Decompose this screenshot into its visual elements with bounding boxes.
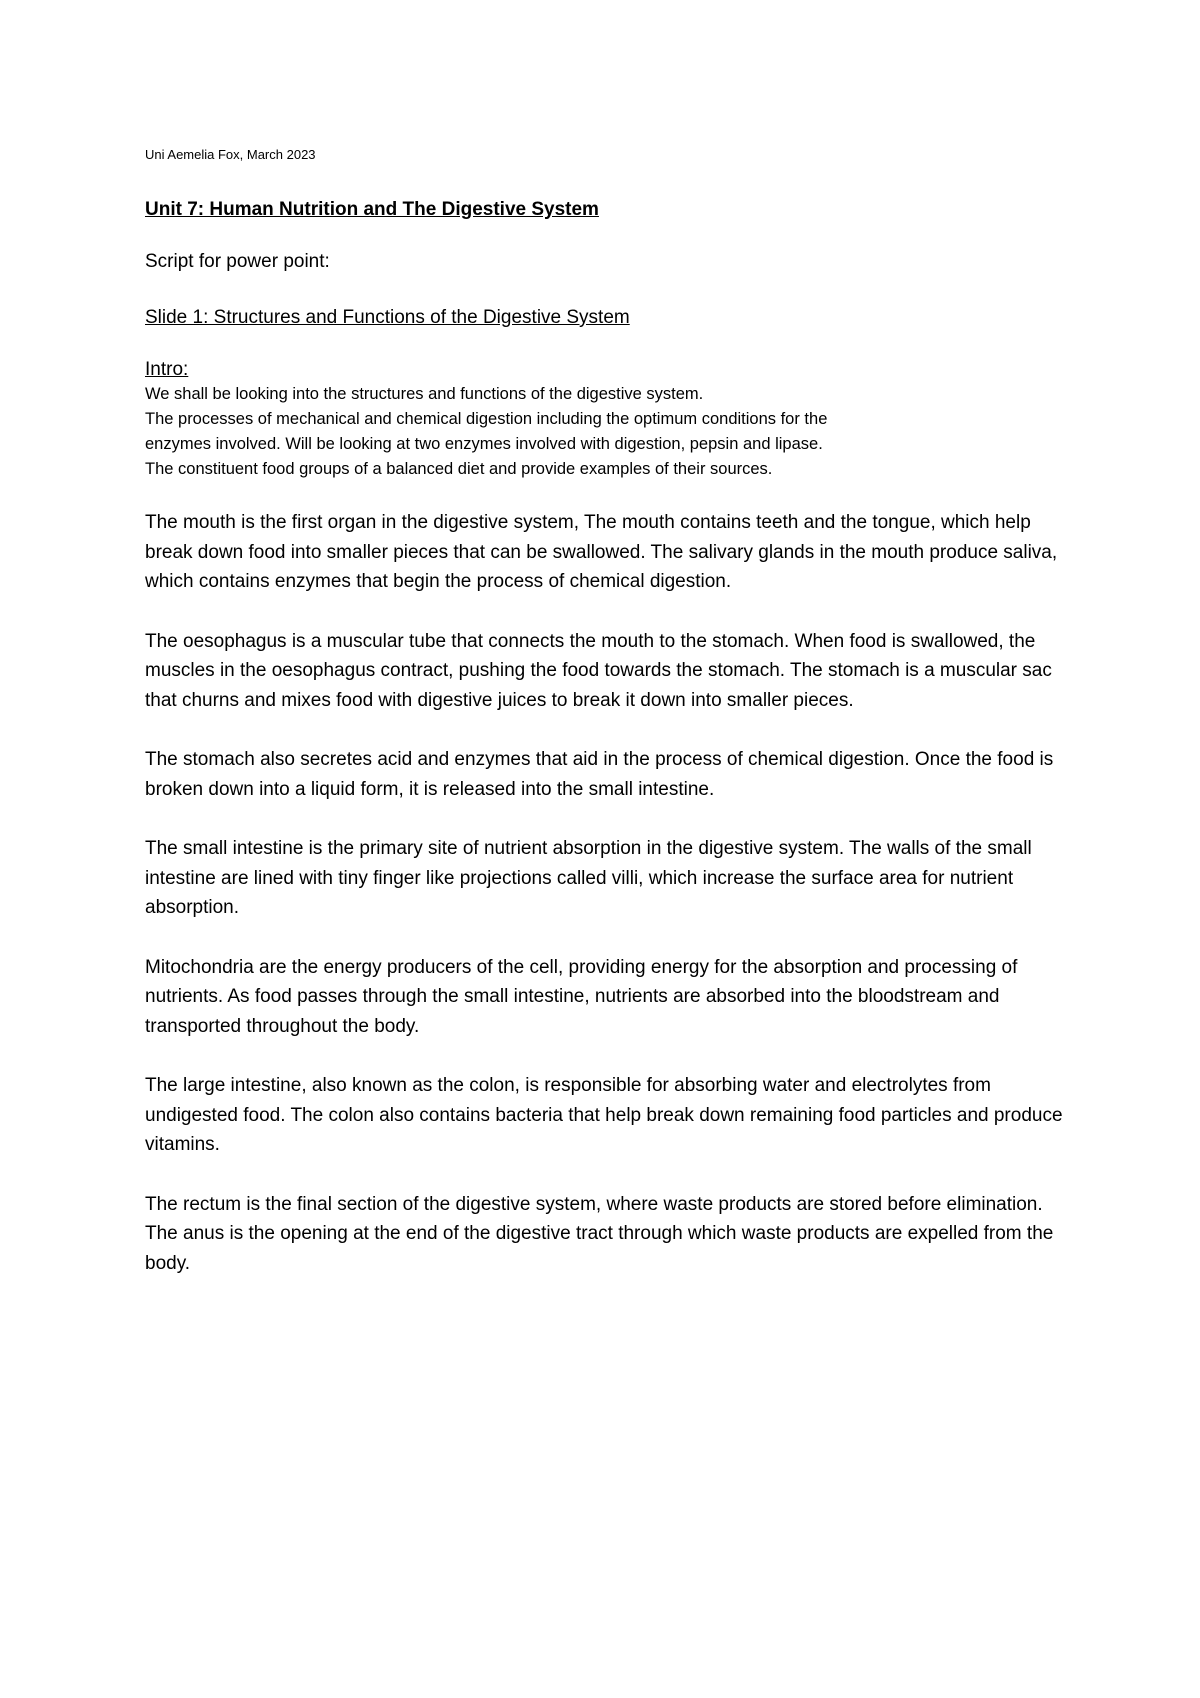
paragraph-small-intestine: The small intestine is the primary site of nutrient absorption in the digestive system. The walls of the small intestine are lined with tiny finger like projections called villi, which increase the surface area for nutrient absorption. — [145, 838, 1032, 918]
intro-text — [145, 382, 1075, 482]
paragraph-rectum: The rectum is the final section of the digestive system, where waste products are stored before elimination. The anus is the opening at the end of the digestive tract through which waste products are expelled from the body. — [145, 1193, 1054, 1274]
paragraph-oesophagus: The oesophagus is a muscular tube that connects the mouth to the stomach. When food is swallowed, the muscles in the oesophagus contract, pushing the food towards the stomach. The stomach is a muscular sac that churns and mixes food with digestive juices to break it down into smaller pieces. — [145, 630, 1052, 711]
intro-line: The constituent food groups of a balanced diet and provide examples of their sources. — [145, 460, 773, 478]
script-paragraphs — [145, 508, 1075, 1278]
intro-line: The processes of mechanical and chemical digestion including the optimum conditions for the — [145, 410, 828, 428]
intro-line: We shall be looking into the structures and functions of the digestive system. — [145, 385, 704, 403]
document-body — [145, 147, 1075, 1308]
unit-title: Unit 7: Human Nutrition and The Digestive System — [145, 199, 599, 220]
paragraph-mitochondria: Mitochondria are the energy producers of the cell, providing energy for the absorption and processing of nutrients. As food passes through the small intestine, nutrients are absorbed into the bloodstream and transported throughout the body. — [145, 956, 1018, 1037]
intro-heading: Intro: — [145, 359, 189, 380]
intro-line: enzymes involved. Will be looking at two enzymes involved with digestion, pepsin and lipase. — [145, 435, 823, 453]
author-line: Uni Aemelia Fox, March 2023 — [145, 147, 316, 162]
paragraph-stomach: The stomach also secretes acid and enzymes that aid in the process of chemical digestion. Once the food is broken down into a liquid form, it is released into the small intestine. — [145, 749, 1054, 800]
slide-title: Slide 1: Structures and Functions of the Digestive System — [145, 307, 630, 328]
paragraph-mouth: The mouth is the first organ in the digestive system, The mouth contains teeth and the tongue, which help break down food into smaller pieces that can be swallowed. The salivary glands in the mouth produce saliva, which contains enzymes that begin the process of chemical digestion. — [145, 512, 1058, 592]
script-label: Script for power point: — [145, 251, 330, 272]
paragraph-large-intestine: The large intestine, also known as the colon, is responsible for absorbing water and electrolytes from undigested food. The colon also contains bacteria that help break down remaining food particles and produce vitamins. — [145, 1075, 1063, 1155]
